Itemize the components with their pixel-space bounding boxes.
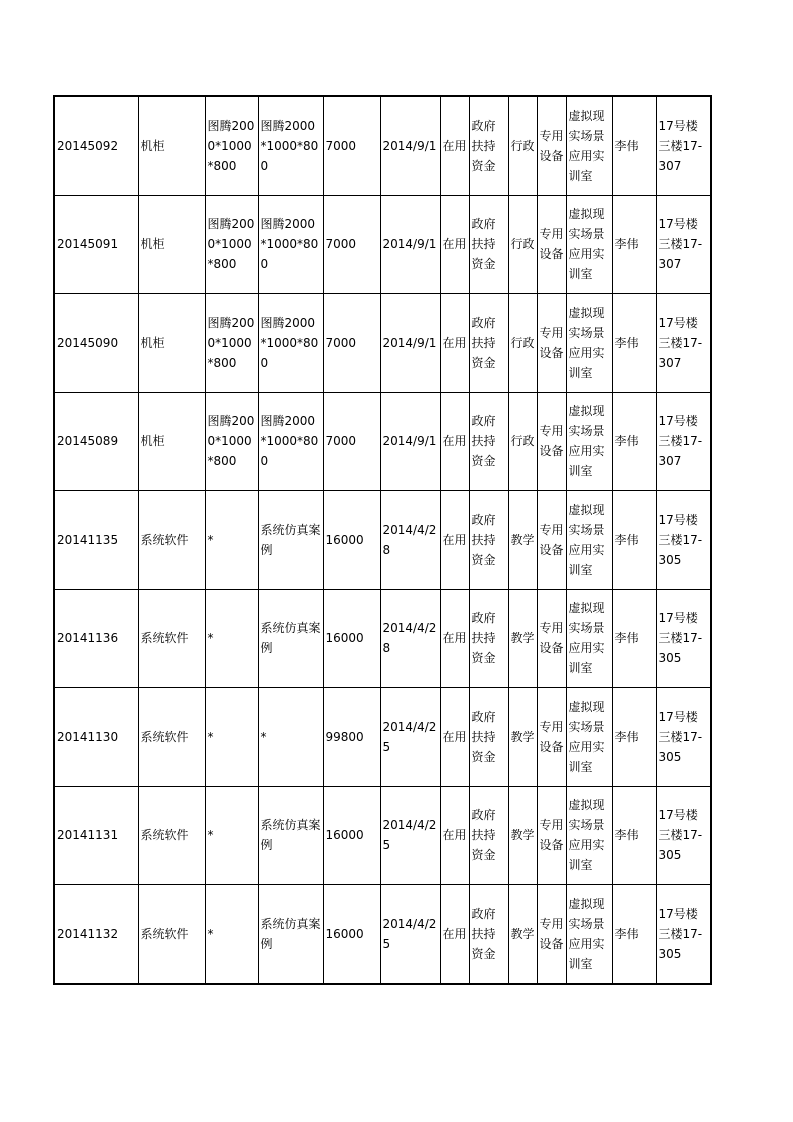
status-cell: 在用 [440, 392, 469, 491]
brand-cell: 图腾2000*1000*800 [205, 294, 258, 393]
price-cell: 16000 [323, 786, 380, 885]
status-cell: 在用 [440, 195, 469, 294]
usage-cell: 教学 [508, 688, 537, 787]
brand-cell: * [205, 786, 258, 885]
asset-id-cell: 20145092 [54, 96, 138, 195]
asset-id-cell: 20141131 [54, 786, 138, 885]
lab-cell: 虚拟现实场景应用实训室 [566, 688, 612, 787]
fund-source-cell: 政府扶持资金 [469, 491, 508, 590]
usage-cell: 教学 [508, 491, 537, 590]
table-row [54, 195, 711, 294]
spec-cell: 图腾2000*1000*800 [258, 392, 323, 491]
asset-name-cell: 系统软件 [138, 688, 205, 787]
table-row [54, 294, 711, 393]
date-cell: 2014/9/1 [380, 195, 440, 294]
room-cell: 17号楼三楼17-305 [656, 491, 711, 590]
spec-cell: 系统仿真案例 [258, 589, 323, 688]
category-cell: 专用设备 [537, 294, 566, 393]
keeper-cell: 李伟 [612, 786, 656, 885]
spec-cell: 图腾2000*1000*800 [258, 195, 323, 294]
asset-id-cell: 20141132 [54, 885, 138, 984]
fund-source-cell: 政府扶持资金 [469, 589, 508, 688]
spec-cell: 图腾2000*1000*800 [258, 294, 323, 393]
table-row [54, 786, 711, 885]
date-cell: 2014/9/1 [380, 96, 440, 195]
spec-cell: 系统仿真案例 [258, 885, 323, 984]
keeper-cell: 李伟 [612, 589, 656, 688]
table-row [54, 589, 711, 688]
asset-id-cell: 20141136 [54, 589, 138, 688]
category-cell: 专用设备 [537, 96, 566, 195]
table-row [54, 96, 711, 195]
date-cell: 2014/4/25 [380, 885, 440, 984]
date-cell: 2014/4/28 [380, 589, 440, 688]
table-row [54, 491, 711, 590]
brand-cell: * [205, 688, 258, 787]
category-cell: 专用设备 [537, 195, 566, 294]
usage-cell: 行政 [508, 195, 537, 294]
spec-cell: * [258, 688, 323, 787]
asset-id-cell: 20141130 [54, 688, 138, 787]
status-cell: 在用 [440, 688, 469, 787]
price-cell: 16000 [323, 589, 380, 688]
asset-name-cell: 机柜 [138, 195, 205, 294]
category-cell: 专用设备 [537, 491, 566, 590]
room-cell: 17号楼三楼17-307 [656, 96, 711, 195]
fund-source-cell: 政府扶持资金 [469, 786, 508, 885]
category-cell: 专用设备 [537, 885, 566, 984]
status-cell: 在用 [440, 294, 469, 393]
asset-name-cell: 系统软件 [138, 786, 205, 885]
lab-cell: 虚拟现实场景应用实训室 [566, 589, 612, 688]
price-cell: 99800 [323, 688, 380, 787]
table-row [54, 688, 711, 787]
category-cell: 专用设备 [537, 786, 566, 885]
price-cell: 16000 [323, 885, 380, 984]
asset-id-cell: 20145089 [54, 392, 138, 491]
asset-name-cell: 系统软件 [138, 589, 205, 688]
asset-name-cell: 机柜 [138, 96, 205, 195]
asset-name-cell: 机柜 [138, 392, 205, 491]
lab-cell: 虚拟现实场景应用实训室 [566, 96, 612, 195]
keeper-cell: 李伟 [612, 294, 656, 393]
price-cell: 7000 [323, 195, 380, 294]
spec-cell: 系统仿真案例 [258, 786, 323, 885]
asset-name-cell: 系统软件 [138, 885, 205, 984]
room-cell: 17号楼三楼17-305 [656, 688, 711, 787]
lab-cell: 虚拟现实场景应用实训室 [566, 491, 612, 590]
brand-cell: 图腾2000*1000*800 [205, 392, 258, 491]
keeper-cell: 李伟 [612, 96, 656, 195]
date-cell: 2014/9/1 [380, 294, 440, 393]
lab-cell: 虚拟现实场景应用实训室 [566, 294, 612, 393]
brand-cell: * [205, 885, 258, 984]
usage-cell: 行政 [508, 96, 537, 195]
room-cell: 17号楼三楼17-305 [656, 885, 711, 984]
keeper-cell: 李伟 [612, 195, 656, 294]
date-cell: 2014/4/28 [380, 491, 440, 590]
room-cell: 17号楼三楼17-305 [656, 589, 711, 688]
room-cell: 17号楼三楼17-307 [656, 195, 711, 294]
price-cell: 7000 [323, 294, 380, 393]
room-cell: 17号楼三楼17-307 [656, 392, 711, 491]
category-cell: 专用设备 [537, 392, 566, 491]
spec-cell: 系统仿真案例 [258, 491, 323, 590]
keeper-cell: 李伟 [612, 688, 656, 787]
price-cell: 16000 [323, 491, 380, 590]
asset-id-cell: 20141135 [54, 491, 138, 590]
usage-cell: 行政 [508, 392, 537, 491]
fund-source-cell: 政府扶持资金 [469, 688, 508, 787]
room-cell: 17号楼三楼17-307 [656, 294, 711, 393]
status-cell: 在用 [440, 885, 469, 984]
asset-id-cell: 20145091 [54, 195, 138, 294]
brand-cell: 图腾2000*1000*800 [205, 96, 258, 195]
brand-cell: 图腾2000*1000*800 [205, 195, 258, 294]
status-cell: 在用 [440, 96, 469, 195]
asset-table [53, 95, 712, 985]
fund-source-cell: 政府扶持资金 [469, 294, 508, 393]
brand-cell: * [205, 491, 258, 590]
lab-cell: 虚拟现实场景应用实训室 [566, 195, 612, 294]
room-cell: 17号楼三楼17-305 [656, 786, 711, 885]
spec-cell: 图腾2000*1000*800 [258, 96, 323, 195]
usage-cell: 教学 [508, 885, 537, 984]
brand-cell: * [205, 589, 258, 688]
usage-cell: 教学 [508, 589, 537, 688]
asset-name-cell: 系统软件 [138, 491, 205, 590]
keeper-cell: 李伟 [612, 885, 656, 984]
price-cell: 7000 [323, 392, 380, 491]
status-cell: 在用 [440, 786, 469, 885]
lab-cell: 虚拟现实场景应用实训室 [566, 885, 612, 984]
fund-source-cell: 政府扶持资金 [469, 96, 508, 195]
category-cell: 专用设备 [537, 688, 566, 787]
keeper-cell: 李伟 [612, 491, 656, 590]
category-cell: 专用设备 [537, 589, 566, 688]
lab-cell: 虚拟现实场景应用实训室 [566, 392, 612, 491]
status-cell: 在用 [440, 491, 469, 590]
usage-cell: 教学 [508, 786, 537, 885]
lab-cell: 虚拟现实场景应用实训室 [566, 786, 612, 885]
status-cell: 在用 [440, 589, 469, 688]
table-row [54, 885, 711, 984]
price-cell: 7000 [323, 96, 380, 195]
date-cell: 2014/4/25 [380, 688, 440, 787]
date-cell: 2014/4/25 [380, 786, 440, 885]
fund-source-cell: 政府扶持资金 [469, 392, 508, 491]
keeper-cell: 李伟 [612, 392, 656, 491]
asset-name-cell: 机柜 [138, 294, 205, 393]
date-cell: 2014/9/1 [380, 392, 440, 491]
usage-cell: 行政 [508, 294, 537, 393]
fund-source-cell: 政府扶持资金 [469, 195, 508, 294]
fund-source-cell: 政府扶持资金 [469, 885, 508, 984]
table-row [54, 392, 711, 491]
asset-id-cell: 20145090 [54, 294, 138, 393]
